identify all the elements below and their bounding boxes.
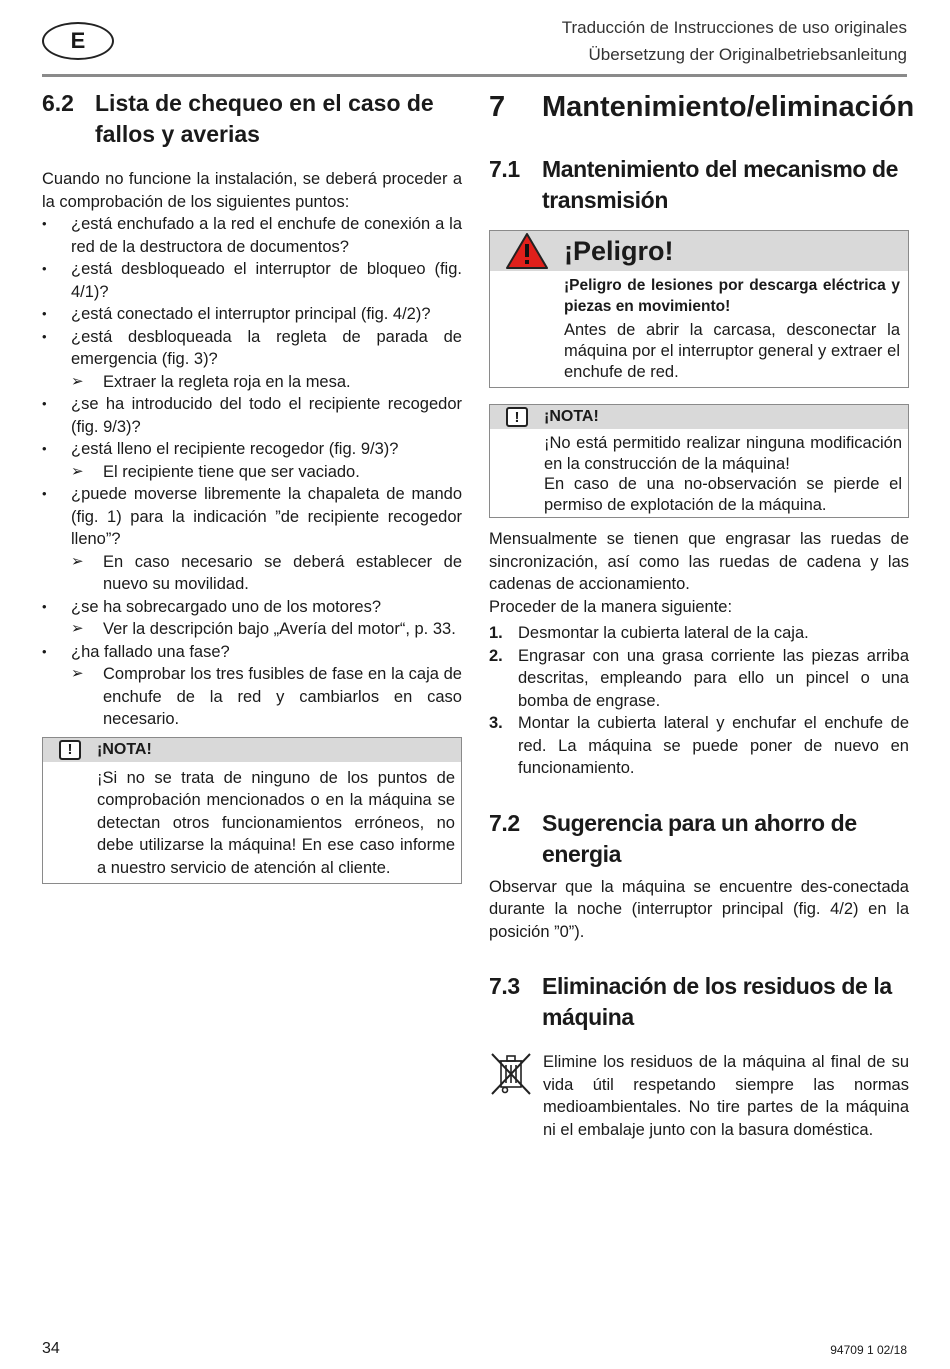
language-code: E xyxy=(70,28,86,53)
note-text-2: En caso de una no-observación se pierde el permiso de explotación de la máquina. xyxy=(544,475,902,514)
checklist-action xyxy=(42,551,462,596)
bullet-marker: • xyxy=(42,598,47,614)
checklist-item xyxy=(42,393,462,438)
section-title: Lista de chequeo en el caso de fallos y averias xyxy=(95,90,434,147)
lubrication-text: Mensualmente se tienen que engrasar las ruedas de sincronización, así como las ruedas de cadena y las cadenas de accionamiento. xyxy=(489,530,909,593)
item-text: ¿se ha introducido del todo el recipiente recogedor (fig. 9/3)? xyxy=(71,395,462,436)
checklist-intro: Cuando no funcione la instalación, se deberá proceder a la comprobación de los siguientes puntos: xyxy=(42,170,462,211)
section-number: 7.3 xyxy=(489,973,520,999)
warning-triangle-icon xyxy=(490,232,564,270)
checklist-item xyxy=(42,258,462,303)
section-number: 6.2 xyxy=(42,90,74,116)
section-number: 7.2 xyxy=(489,809,520,836)
note-box-left xyxy=(42,737,462,885)
step-number: 2. xyxy=(489,646,503,665)
header-title-es: Traducción de Instrucciones de uso originales xyxy=(561,18,907,37)
section-7-3-heading xyxy=(489,971,909,1033)
checklist-item xyxy=(42,641,462,664)
procedure-intro: Proceder de la manera siguiente: xyxy=(489,597,733,616)
item-text: ¿se ha sobrecargado uno de los motores? xyxy=(71,597,382,616)
checklist-item xyxy=(42,326,462,371)
bullet-marker: • xyxy=(42,216,47,231)
bullet-marker: • xyxy=(42,486,47,501)
section-7-1-heading xyxy=(489,154,909,216)
checklist-action xyxy=(42,371,462,394)
note-title: ¡NOTA! xyxy=(97,740,152,758)
language-badge xyxy=(42,22,114,60)
section-title: Mantenimiento del mecanismo de transmisión xyxy=(542,156,899,213)
checklist-item xyxy=(42,303,462,326)
item-text: Ver la descripción bajo „Avería del motor“, p. 33. xyxy=(103,620,456,638)
exclamation-icon: ! xyxy=(506,407,528,427)
section-title: Sugerencia para un ahorro de energia xyxy=(542,809,857,867)
note-text-1: ¡No está permitido realizar ninguna modificación en la construcción de la máquina! xyxy=(544,434,902,473)
step-text: Desmontar la cubierta lateral de la caja. xyxy=(518,624,809,642)
bullet-marker: • xyxy=(42,441,47,456)
checklist-item xyxy=(42,213,462,258)
arrow-marker-icon: ➢ xyxy=(71,552,84,570)
checklist-item xyxy=(42,438,462,461)
danger-box xyxy=(489,230,909,388)
procedure-step xyxy=(489,712,909,780)
checklist-action xyxy=(42,618,462,641)
arrow-marker-icon: ➢ xyxy=(71,462,84,480)
section-6-2-heading xyxy=(42,88,462,150)
disposal-text: Elimine los residuos de la máquina al final de su vida útil respetando siempre las normas medioambientales. No tire partes de la máquina ni el embalaje junto con la basura doméstica. xyxy=(543,1053,909,1139)
item-text: ¿puede moverse libremente la chapaleta de mando (fig. 1) para la indicación ”de recipiente recogedor lleno”? xyxy=(71,485,462,548)
bullet-marker: • xyxy=(42,328,47,344)
note-title: ¡NOTA! xyxy=(544,408,599,425)
document-code: 94709 1 02/18 xyxy=(830,1343,907,1357)
danger-text: Antes de abrir la carcasa, desconectar la máquina por el interruptor general y extraer el enchufe de red. xyxy=(564,321,900,381)
bullet-marker: • xyxy=(42,306,47,321)
step-text: Engrasar con una grasa corriente las piezas arriba descritas, empleando para ello un pincel o una bomba de engrase. xyxy=(518,646,909,710)
header-rule xyxy=(42,74,907,77)
chapter-number: 7 xyxy=(489,91,506,123)
bullet-marker: • xyxy=(42,261,47,276)
arrow-marker-icon: ➢ xyxy=(71,665,84,682)
arrow-marker-icon: ➢ xyxy=(71,620,84,637)
procedure-steps xyxy=(489,622,909,780)
item-text: ¿está lleno el recipiente recogedor (fig. 9/3)? xyxy=(71,440,399,458)
header-title-de: Übersetzung der Originalbetriebsanleitung xyxy=(588,45,907,64)
disposal-block xyxy=(489,1051,909,1141)
step-number: 1. xyxy=(489,624,503,642)
item-text: En caso necesario se deberá establecer de nuevo su movilidad. xyxy=(103,552,462,593)
section-number: 7.1 xyxy=(489,156,520,182)
procedure-step xyxy=(489,645,909,713)
right-column xyxy=(489,88,915,1141)
procedure-step xyxy=(489,622,909,645)
item-text: ¿está conectado el interruptor principal (fig. 4/2)? xyxy=(71,305,431,323)
crossed-bin-icon xyxy=(489,1051,543,1141)
item-text: Comprobar los tres fusibles de fase en la caja de enchufe de la red y cambiarlos en caso necesario. xyxy=(103,665,462,728)
checklist-item xyxy=(42,596,462,619)
exclamation-icon: ! xyxy=(59,740,81,760)
item-text: Extraer la regleta roja en la mesa. xyxy=(103,372,351,391)
step-number: 3. xyxy=(489,714,503,732)
bullet-marker: • xyxy=(42,643,47,659)
item-text: ¿está desbloqueado el interruptor de bloqueo (fig. 4/1)? xyxy=(71,260,462,301)
item-text: El recipiente tiene que ser vaciado. xyxy=(103,462,360,481)
danger-title: ¡Peligro! xyxy=(564,235,674,266)
left-column xyxy=(42,88,462,884)
chapter-7-heading xyxy=(489,88,915,126)
note-box-right xyxy=(489,404,909,518)
checklist-action xyxy=(42,461,462,484)
checklist-action xyxy=(42,663,462,731)
item-text: ¿ha fallado una fase? xyxy=(71,642,230,661)
danger-headline: ¡Peligro de lesiones por descarga eléctrica y piezas en movimiento! xyxy=(564,277,900,315)
energy-saving-text: Observar que la máquina se encuentre des-conectada durante la noche (interruptor principal (fig. 4/2) en la posición ”0”). xyxy=(489,877,909,941)
checklist-item xyxy=(42,483,462,551)
item-text: ¿está desbloqueada la regleta de parada de emergencia (fig. 3)? xyxy=(71,327,462,368)
item-text: ¿está enchufado a la red el enchufe de conexión a la red de la destructora de documentos? xyxy=(71,215,462,256)
arrow-marker-icon: ➢ xyxy=(71,372,84,390)
bullet-marker: • xyxy=(42,396,47,411)
section-7-2-heading xyxy=(489,808,909,870)
checklist xyxy=(42,213,462,731)
section-title: Eliminación de los residuos de la máquina xyxy=(542,973,892,1030)
chapter-title: Mantenimiento/eliminación xyxy=(542,91,915,123)
note-text: ¡Si no se trata de ninguno de los puntos de comprobación mencionados o en la máquina se detectan otros funcionamientos erróneos, no debe utilizarse la máquina! En ese caso informe a nuestro servicio de atención al cliente. xyxy=(97,768,455,877)
step-text: Montar la cubierta lateral y enchufar el enchufe de red. La máquina se puede poner de nuevo en funcionamiento. xyxy=(518,714,909,777)
page-number: 34 xyxy=(42,1340,60,1357)
